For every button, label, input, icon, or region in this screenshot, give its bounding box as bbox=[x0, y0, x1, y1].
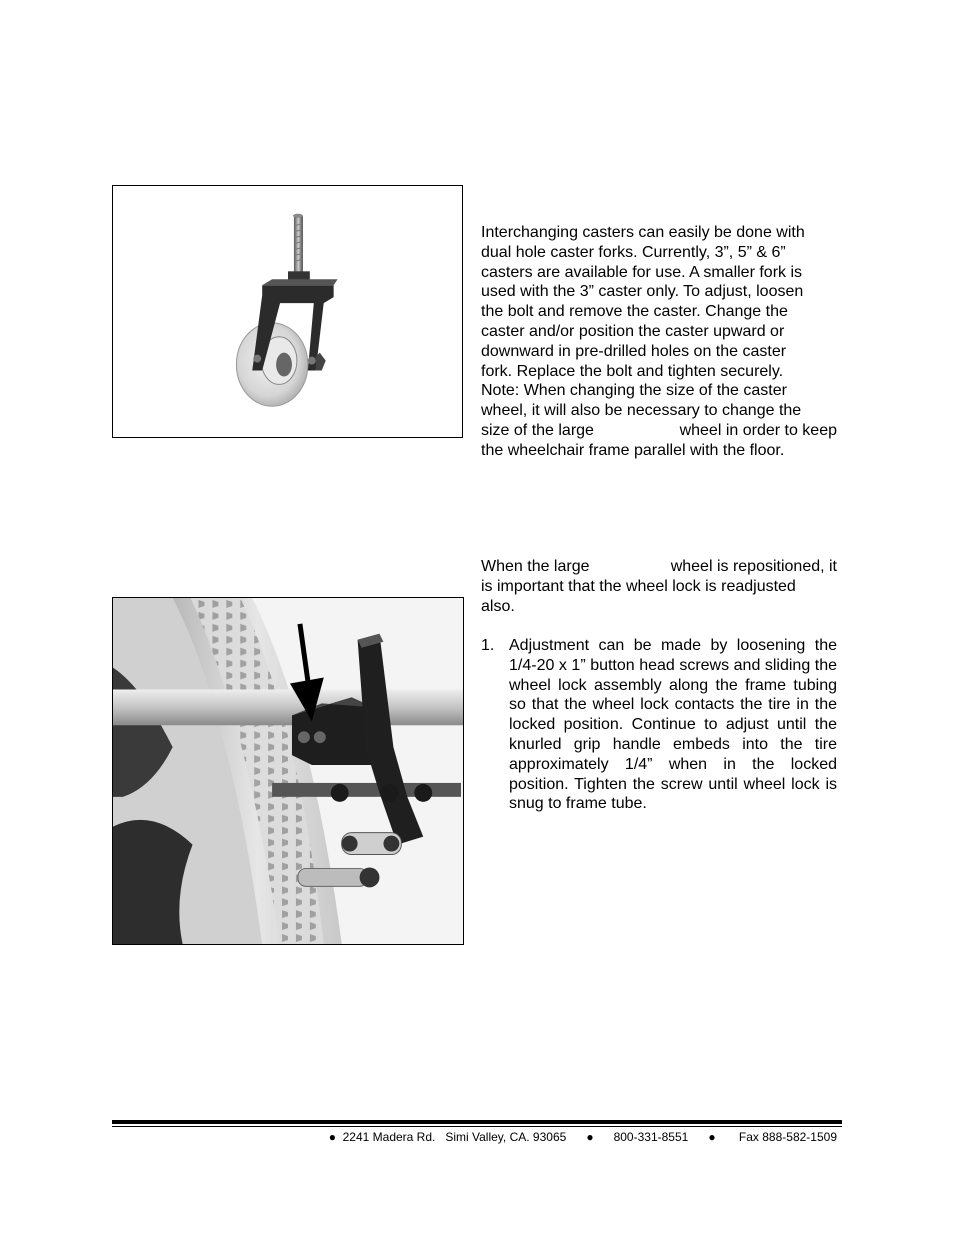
caster-line-5: the bolt and remove the caster. Change the bbox=[481, 303, 788, 321]
wheel-lock-intro-part-a: When the large bbox=[481, 558, 590, 575]
caster-note-part-a: size of the large bbox=[481, 421, 594, 439]
wheel-lock-figure bbox=[112, 597, 464, 945]
step-text: Adjustment can be made by loosening the 1/4-20 x 1” button head screws and sliding the wheel lock assembly along the frame tubing so that the wheel lock contacts the tire in the locked position. Continue to adjust until the knurled grip handle embeds into the tire approximately 1/4” when in the locked position. Tighten the screw until wheel lock is snug to frame tube. bbox=[509, 637, 837, 813]
wheel-lock-intro bbox=[481, 557, 837, 636]
caster-paragraph bbox=[481, 223, 837, 461]
footer-fax: Fax 888-582-1509 bbox=[738, 1130, 837, 1144]
wheel-lock-illustration bbox=[113, 598, 463, 944]
wheel-lock-intro-line-1 bbox=[481, 557, 837, 577]
caster-line-1: Interchanging casters can easily be done with bbox=[481, 224, 805, 241]
caster-line-6: caster and/or position the caster upward or bbox=[481, 322, 785, 340]
wheel-lock-intro-line-2: is important that the wheel lock is readjusted bbox=[481, 577, 796, 595]
wheel-lock-intro-line-3: also. bbox=[481, 597, 515, 615]
footer-address: 2241 Madera Rd. Simi Valley, CA. 93065 bbox=[342, 1130, 567, 1144]
caster-line-8: fork. Replace the bolt and tighten securely. bbox=[481, 362, 784, 380]
footer-rule-thick bbox=[112, 1120, 842, 1124]
caster-note-part-b: wheel in order to keep bbox=[679, 421, 837, 439]
wheel-lock-steps bbox=[481, 636, 837, 814]
caster-line-2: dual hole caster forks. Currently, 3”, 5” & 6” bbox=[481, 243, 786, 261]
caster-note-line-2: wheel, it will also be necessary to change the bbox=[481, 402, 802, 420]
page-footer bbox=[300, 1129, 837, 1145]
caster-note-line-1: Note: When changing the size of the caster bbox=[481, 382, 787, 400]
caster-fork-figure bbox=[112, 185, 463, 438]
step-number: 1. bbox=[481, 637, 495, 654]
caster-line-3: casters are available for use. A smaller fork is bbox=[481, 263, 803, 281]
wheel-lock-intro-part-b: wheel is repositioned, it bbox=[670, 558, 837, 575]
caster-fork-illustration bbox=[113, 186, 462, 437]
bullet-icon: ● bbox=[328, 1130, 336, 1144]
bullet-icon: ● bbox=[708, 1130, 716, 1144]
caster-note-line-4: the wheelchair frame parallel with the floor. bbox=[481, 441, 785, 459]
caster-line-4: used with the 3” caster only. To adjust, loosen bbox=[481, 283, 804, 301]
bullet-icon: ● bbox=[586, 1130, 594, 1144]
list-item bbox=[481, 636, 837, 814]
footer-rule-thin bbox=[112, 1126, 842, 1127]
footer-phone: 800-331-8551 bbox=[613, 1130, 689, 1144]
caster-note-line-3 bbox=[481, 421, 837, 441]
caster-line-7: downward in pre-drilled holes on the caster bbox=[481, 342, 787, 360]
